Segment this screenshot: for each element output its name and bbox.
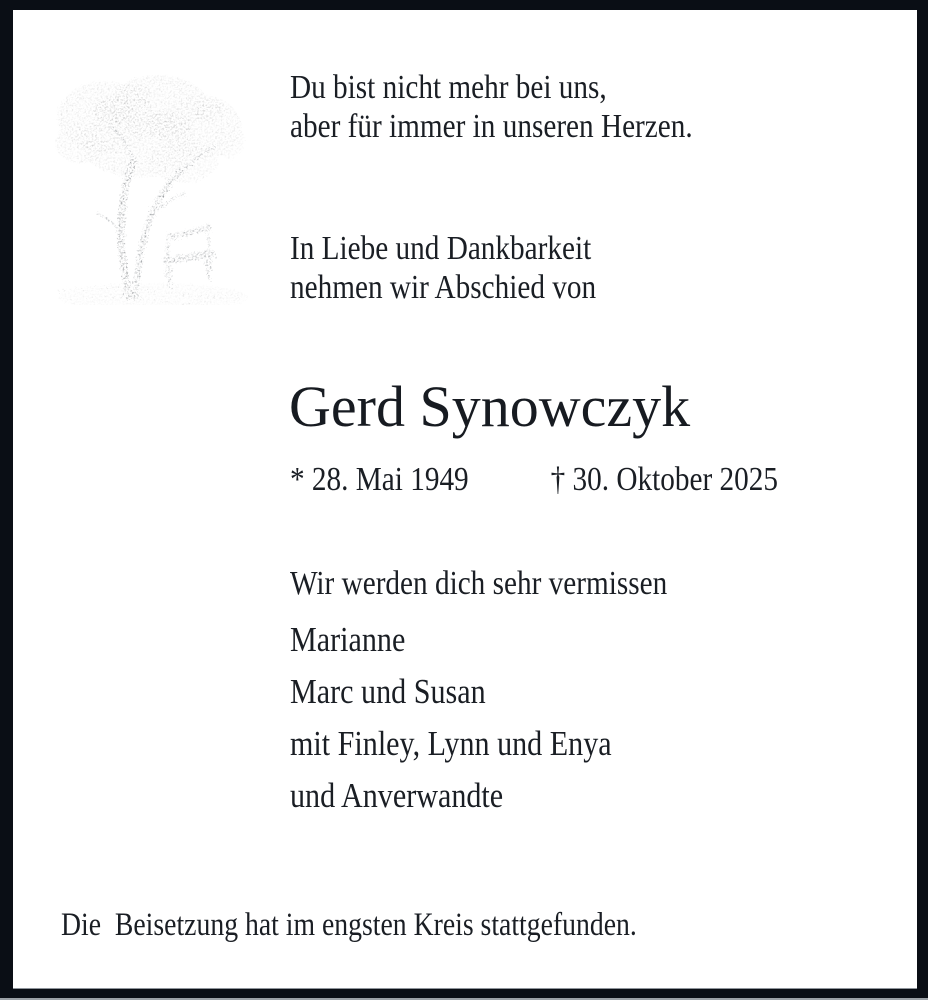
epitaph-line-1: Du bist nicht mehr bei uns, [290,69,607,106]
farewell-intro [290,229,596,307]
mourner-line: mit Finley, Lynn und Enya [290,724,612,763]
tree-bench-icon [43,65,248,305]
deceased-name: Gerd Synowczyk [289,374,691,439]
mourner-line: Marianne [290,620,406,659]
mourners-list [290,614,612,822]
birth-date: * 28. Mai 1949 [290,461,469,498]
funeral-note: Die Beisetzung hat im engsten Kreis stattgefunden. [61,907,637,943]
epitaph-line-2: aber für immer in unseren Herzen. [290,108,693,145]
mourner-line: Marc und Susan [290,672,486,711]
tree-bench-illustration [43,65,248,305]
intro-line-2: nehmen wir Abschied von [290,269,597,306]
intro-line-1: In Liebe und Dankbarkeit [290,230,592,267]
life-dates [290,460,778,499]
farewell-line: Wir werden dich sehr vermissen [290,565,668,602]
mourner-line: und Anverwandte [290,776,504,815]
death-date: † 30. Oktober 2025 [550,461,778,498]
epitaph-verse [290,68,693,146]
obituary-notice [13,10,917,988]
